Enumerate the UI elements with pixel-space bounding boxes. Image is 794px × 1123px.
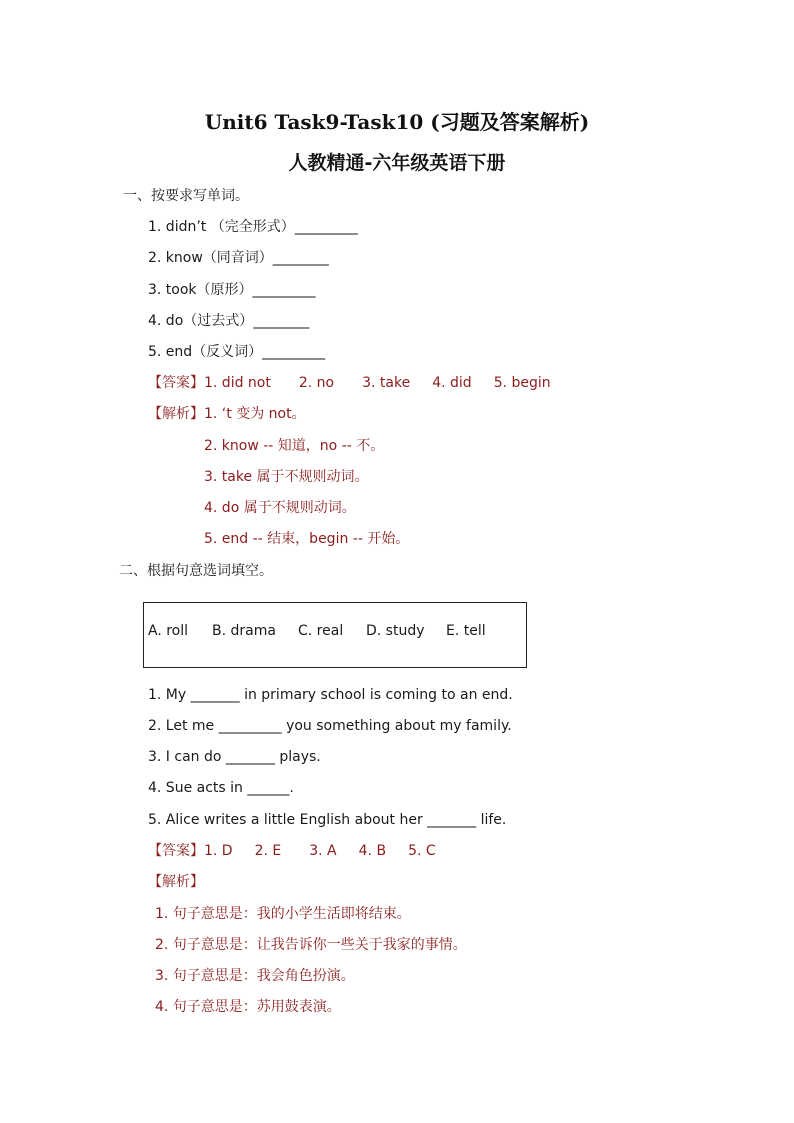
section1-question: 4. do（过去式）________ (148, 313, 310, 329)
page-title: Unit6 Task9-Task10 (习题及答案解析) (204, 110, 590, 134)
section1-question: 2. know（同音词）________ (148, 250, 329, 266)
analysis-item: 2. know -- 知道，no -- 不。 (204, 438, 385, 454)
section1-question: 3. took（原形）_________ (148, 282, 316, 298)
analysis-item: 5. end -- 结束，begin -- 开始。 (204, 531, 410, 547)
analysis-item: 3. 句子意思是：我会角色扮演。 (155, 968, 355, 984)
section1-question: 1. didn’t （完全形式）_________ (148, 219, 358, 235)
section2-heading: 二、根据句意选词填空。 (119, 563, 273, 579)
section1-answer-line (148, 374, 551, 392)
section2-question: 5. Alice writes a little English about her _______ life. (148, 812, 507, 828)
answer-item: 2. no (298, 375, 335, 391)
analysis-item: 4. 句子意思是：苏用鼓表演。 (155, 999, 341, 1015)
word-option: A. roll (148, 623, 189, 639)
answer-item: 3. A (309, 843, 337, 859)
answer-item: 3. take (362, 375, 411, 391)
analysis-item: 1. ‘t 变为 not。 (204, 406, 306, 422)
analysis-item: 1. 句子意思是：我的小学生活即将结束。 (155, 906, 411, 922)
word-option: D. study (366, 623, 425, 639)
answer-tag: 【答案】 (148, 843, 204, 859)
section1-question: 5. end（反义词）_________ (148, 344, 326, 360)
section1-analysis-line (148, 405, 306, 423)
answer-tag: 【答案】 (148, 375, 204, 391)
word-option: E. tell (446, 623, 486, 639)
section2-answer-line (148, 842, 436, 860)
word-bank-box (143, 602, 527, 668)
answer-item: 4. did (432, 375, 472, 391)
analysis-item: 3. take 属于不规则动词。 (204, 469, 369, 485)
answer-item: 1. did not (204, 375, 271, 391)
analysis-item: 4. do 属于不规则动词。 (204, 500, 356, 516)
answer-item: 2. E (254, 843, 282, 859)
section2-question: 3. I can do _______ plays. (148, 749, 321, 765)
answer-item: 4. B (358, 843, 387, 859)
section1-heading: 一、按要求写单词。 (123, 188, 249, 204)
section2-analysis-tag: 【解析】 (148, 874, 204, 890)
section2-question: 4. Sue acts in ______. (148, 780, 294, 796)
analysis-tag: 【解析】 (148, 406, 204, 422)
analysis-item: 2. 句子意思是：让我告诉你一些关于我家的事情。 (155, 937, 467, 953)
answer-item: 5. C (408, 843, 436, 859)
word-option: B. drama (212, 623, 276, 639)
section2-question: 1. My _______ in primary school is coming to an end. (148, 687, 513, 703)
word-option: C. real (298, 623, 344, 639)
answer-item: 5. begin (493, 375, 551, 391)
page-subtitle: 人教精通-六年级英语下册 (288, 152, 506, 174)
section2-question: 2. Let me _________ you something about my family. (148, 718, 512, 734)
answer-item: 1. D (204, 843, 233, 859)
